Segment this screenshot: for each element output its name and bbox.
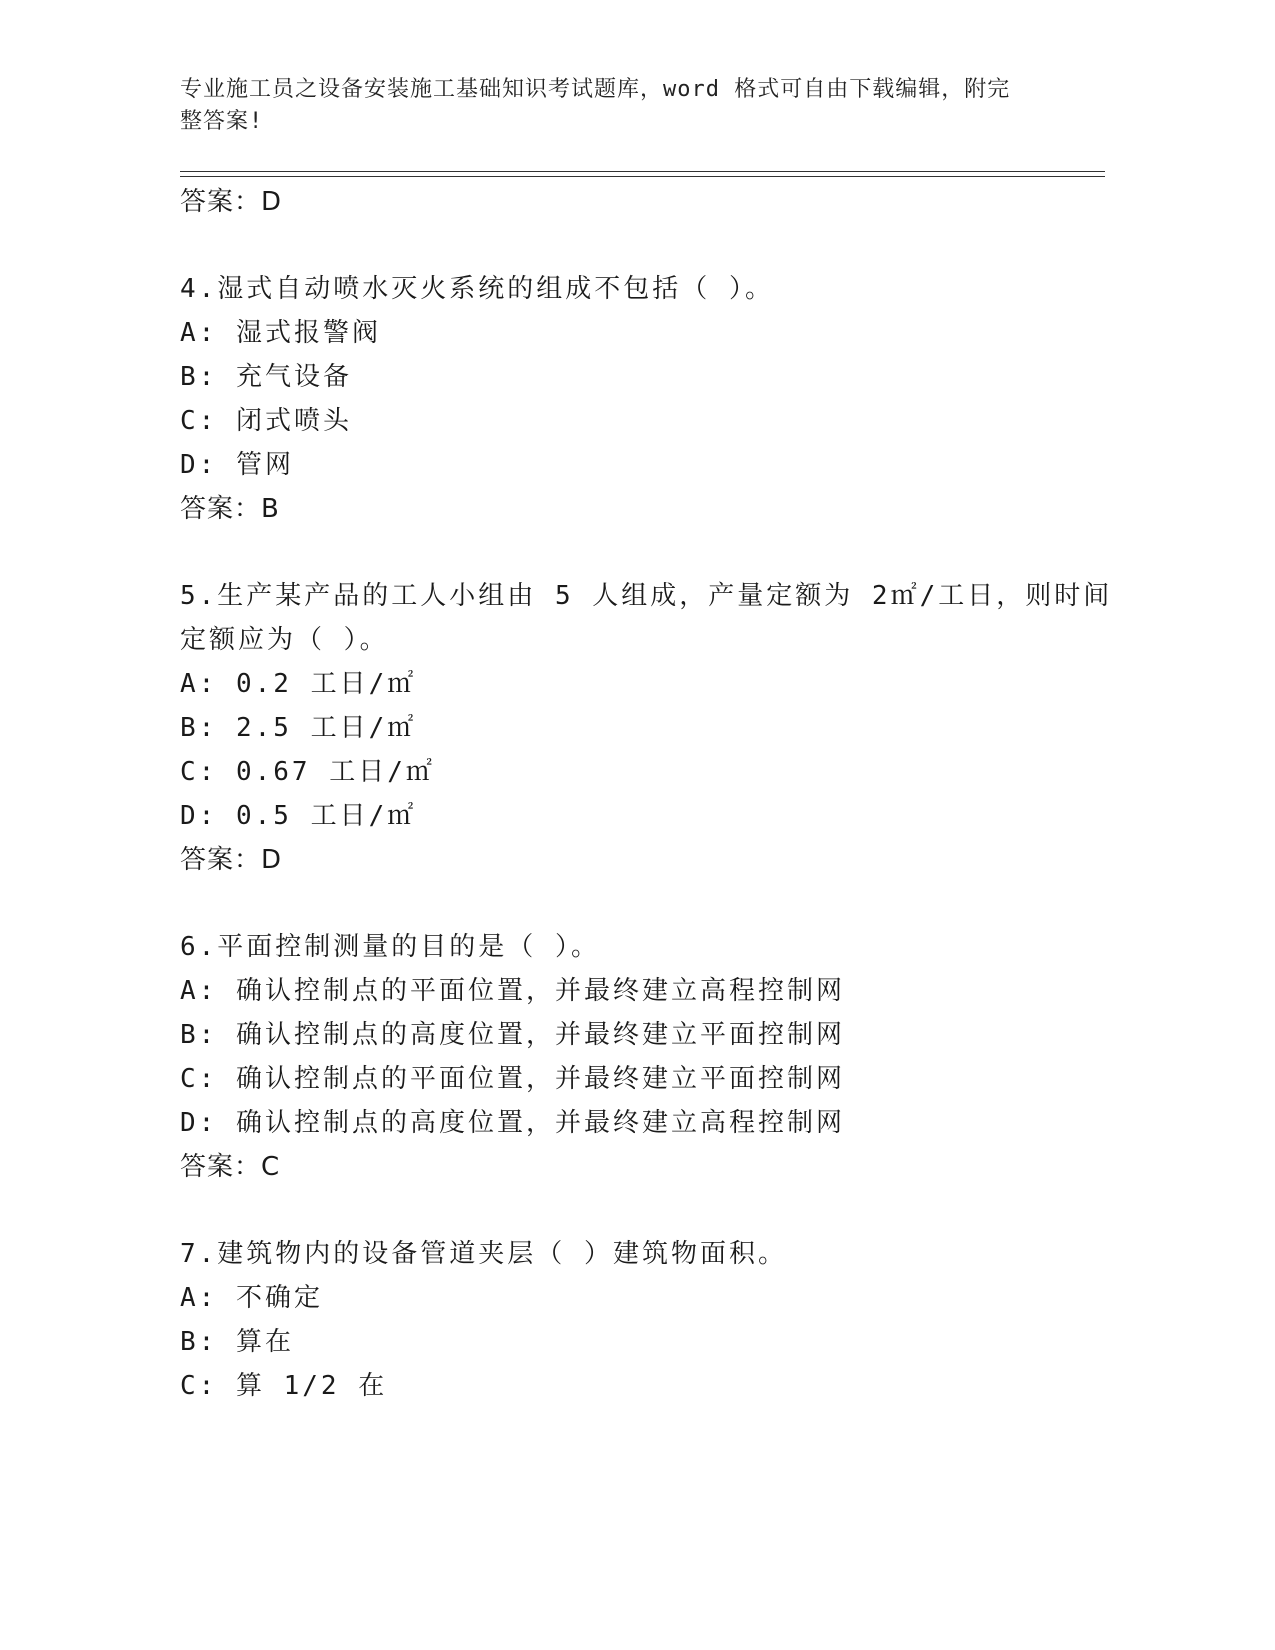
option-d: D: 管网: [180, 450, 294, 480]
question-block: [180, 925, 1080, 1189]
question-list: [180, 180, 1113, 1408]
header-divider-top: [180, 171, 1105, 172]
header-line-2: 整答案!: [180, 109, 264, 134]
option-b: B: 算在: [180, 1327, 294, 1357]
question-block: [180, 574, 1113, 882]
answer-line: 答案：C: [180, 1152, 281, 1182]
header-line-1: 专业施工员之设备安装施工基础知识考试题库，word 格式可自由下载编辑，附完: [180, 77, 1011, 102]
answer-line: 答案：B: [180, 494, 280, 524]
answer-line: 答案：D: [180, 187, 283, 217]
option-a: A: 确认控制点的平面位置，并最终建立高程控制网: [180, 976, 845, 1006]
answer-line: 答案：D: [180, 845, 283, 875]
question-stem: 5.生产某产品的工人小组由 5 人组成，产量定额为 2㎡/工日，则时间: [180, 581, 1113, 611]
option-b: B: 充气设备: [180, 362, 352, 392]
option-c: C: 算 1/2 在: [180, 1371, 388, 1401]
option-c: C: 闭式喷头: [180, 406, 352, 436]
question-stem: 4.湿式自动喷水灭火系统的组成不包括（ ）。: [180, 274, 774, 304]
option-a: A: 湿式报警阀: [180, 318, 381, 348]
option-b: B: 2.5 工日/㎡: [180, 713, 417, 743]
question-stem: 7.建筑物内的设备管道夹层（ ）建筑物面积。: [180, 1239, 787, 1269]
option-c: C: 0.67 工日/㎡: [180, 757, 435, 787]
question-block: [180, 267, 1080, 531]
question-stem-continued: 定额应为（ ）。: [180, 625, 389, 655]
option-d: D: 确认控制点的高度位置，并最终建立高程控制网: [180, 1108, 845, 1138]
header-divider-bottom: [180, 176, 1105, 177]
question-block: [180, 1232, 1080, 1408]
option-a: A: 0.2 工日/㎡: [180, 669, 417, 699]
option-b: B: 确认控制点的高度位置，并最终建立平面控制网: [180, 1020, 845, 1050]
question-stem: 6.平面控制测量的目的是（ ）。: [180, 932, 600, 962]
option-a: A: 不确定: [180, 1283, 323, 1313]
option-c: C: 确认控制点的平面位置，并最终建立平面控制网: [180, 1064, 845, 1094]
option-d: D: 0.5 工日/㎡: [180, 801, 417, 831]
document-header: [180, 74, 1060, 138]
